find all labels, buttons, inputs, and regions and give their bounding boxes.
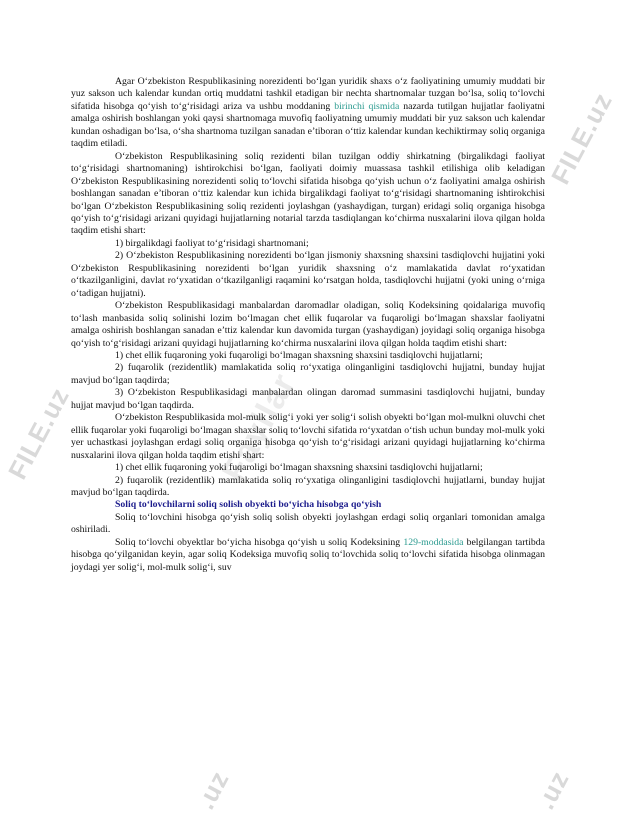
paragraph-text: 2) O‘zbekiston Respublikasining norezidenti bo‘lgan jismoniy shaxsning shaxsini tasdiqlovchi hujjatini yoki O‘zbekiston Respublikasining norezidenti bo‘lgan yuridik shaxsning o‘z mamlakatida davlat ro‘yxatidan o‘tkazilganligini, davlat ro‘yxatidan o‘tkazilganligi raqamini ko‘rsatgan holda, tasdiqlovchi hujjatni (yoki uning o‘rniga o‘tadigan hujjatni). [71,250,545,299]
paragraph [71,537,545,574]
watermark-top-right: FILE.uz [545,87,618,190]
paragraph-text: 2) fuqarolik (rezidentlik) mamlakatida soliq ro‘yxatiga olinganligini tasdiqlovchi hujjatlarni, bunday hujjat mavjud bo‘lgan taqdirda. [71,474,545,498]
paragraph-text: 1) birgalikdagi faoliyat to‘g‘risidagi shartnomani; [115,237,309,249]
paragraph [71,151,545,238]
paragraph [71,238,545,250]
paragraph-text: 1) chet ellik fuqaroning yoki fuqaroligi bo‘lmagan shaxsning shaxsini tasdiqlovchi hujjatlarni; [115,349,483,361]
paragraph [71,462,545,474]
article-link[interactable]: 129-moddasida [403,536,464,548]
paragraph-text: O‘zbekiston Respublikasining soliq rezidenti bilan tuzilgan oddiy shirkatning (birgalikdagi faoliyat to‘g‘risidagi shartnomaning) ishtirokchisi bo‘lgan, faoliyati doimiy muassasa tashkil etilishiga olib keladigan O‘zbekiston Respublikasining norezidenti soliq to‘lovchi sifatida hisobga qo‘yish uchun o‘z faoliyatini amalga oshirish boshlangan sanadan e’tiboran o‘ttiz kalendar kun ichida birgalikdagi faoliyat to‘g‘risidagi shartnomaning ishtirokchisi bo‘lgan O‘zbekiston Respublikasining soliq rezidenti joylashgan (yashaydigan, turgan) eridagi soliq organiga hisobga qo‘yish to‘g‘risidagi arizani quyidagi hujjatlarning notarial tarzda tasdiqlangan ko‘chirma nusxalarini ilova qilgan holda taqdim etishi shart: [71,150,545,237]
document-body [71,76,545,574]
watermark-center: Fayllar [215,367,304,488]
paragraph-text: Agar O‘zbekiston Respublikasining norezidenti bo‘lgan yuridik shaxs o‘z faoliyatining umumiy muddati bir yuz sakson uch kalendar kundan ortiq muddatni tashkil etadigan bir nechta shartnomalar tuzgan bo‘lsa, soliq to‘lovchi sifatida hisobga qo‘yish to‘g‘risidagi ariza va ushbu moddaning [71,76,545,112]
paragraph [71,300,545,350]
paragraph-text: belgilangan tartibda hisobga qo‘yilganidan keyin, agar soliq Kodeksiga muvofiq soliq to‘lovchida soliq to‘lovchi sifatida hisobga olinmagan joydagi yer solig‘i, mol-mulk solig‘i, suv [71,536,545,573]
paragraph [71,362,545,387]
paragraph-text: 2) fuqarolik (rezidentlik) mamlakatida soliq ro‘yxatiga olinganligini tasdiqlovchi hujjatni, bunday hujjat mavjud bo‘lgan taqdirda; [71,362,545,386]
paragraph-text: nazarda tutilgan hujjatlar faoliyatni amalga oshirish boshlangan yoki qaysi shartnomaga muvofiq faoliyatning umumiy muddati bir yuz sakson uch kalendar kundan oshadigan bo‘lsa, o‘sha shartnoma tuzilgan sanadan e’tiboran o‘ttiz kalendar kundan kechiktirmay soliq organiga taqdim etiladi. [71,100,545,150]
paragraph [71,387,545,412]
paragraph [71,350,545,362]
paragraph [71,412,545,462]
article-link[interactable]: birinchi qismida [334,100,400,112]
watermark-left: FILE.uz [2,382,76,485]
paragraph-text: 1) chet ellik fuqaroning yoki fuqaroligi bo‘lmagan shaxsning shaxsini tasdiqlovchi hujjatlarni; [115,462,483,474]
paragraph-text: 3) O‘zbekiston Respublikasidagi manbalardan olingan daromad summasini tasdiqlovchi hujjatni, bunday hujjat mavjud bo‘lgan taqdirda. [71,387,545,411]
paragraph [71,512,545,537]
watermark-bottom-center: .uz [190,765,235,815]
paragraph-text: Soliq to‘lovchilarni soliq solish obyekti bo‘yicha hisobga qo‘yish [115,499,382,511]
paragraph-text: O‘zbekiston Respublikasida mol-mulk solig‘i yoki yer solig‘i solish obyekti bo‘lgan mol-mulkni oluvchi chet ellik fuqarolar yoki fuqaroligi bo‘lmagan shaxslar soliq to‘lovchi sifatida ro‘yxatdan o‘tish uchun bunday mol-mulk yoki yer uchastkasi joylashgan erdagi soliq organiga hisobga qo‘yish to‘g‘risidagi arizani quyidagi hujjatlarning ko‘chirma nusxalarini ilova qilgan holda taqdim etishi shart: [71,412,545,461]
paragraph-text: Soliq to‘lovchini hisobga qo‘yish soliq solish obyekti joylashgan erdagi soliq organlari tomonidan amalga oshiriladi. [71,511,545,536]
paragraph-text: O‘zbekiston Respublikasidagi manbalardan daromadlar oladigan, soliq Kodeksining qoidalariga muvofiq to‘lash manbasida soliq solinishi lozim bo‘lmagan chet ellik fuqarolar va fuqaroligi bo‘lmagan shaxslar faoliyatni amalga oshirish boshlangan sanadan e’ttiz kalendar kun davomida turgan (yashaydigan) joyidagi soliq organiga hisobga qo‘yish to‘g‘risidagi arizani quyidagi hujjatlarning ko‘chirma nusxalarini ilova qilgan holda taqdim etishi shart: [71,300,545,349]
watermark-bottom-right: .uz [530,765,575,815]
section-heading [71,499,545,511]
paragraph [71,76,545,151]
paragraph [71,250,545,300]
paragraph-text: Soliq to‘lovchi obyektlar bo‘yicha hisobga qo‘yish u soliq Kodeksining [115,536,404,548]
paragraph [71,475,545,500]
